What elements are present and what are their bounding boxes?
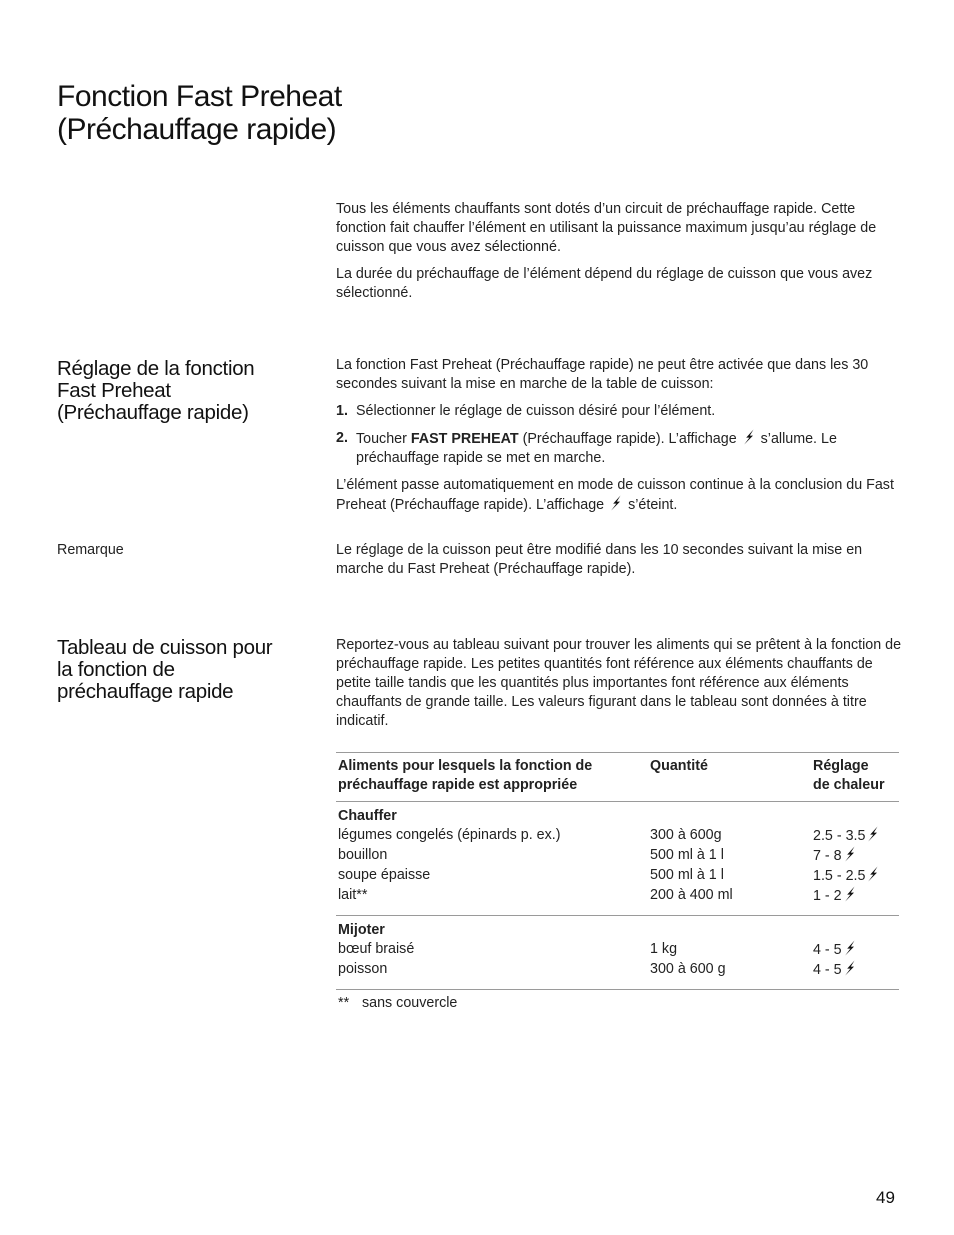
section-heading-settings-line-3: (Préchauffage rapide) xyxy=(57,401,249,424)
row-setting xyxy=(813,846,899,866)
intro-paragraph-2: La durée du préchauffage de l’élément dépend du réglage de cuisson que vous avez sélectionné. xyxy=(336,266,873,301)
page-title-line-2: (Préchauffage rapide) xyxy=(57,113,337,146)
settings-steps-list xyxy=(336,402,902,468)
step-2-text-post: s’allume. Le préchauffage rapide se met en marche. xyxy=(356,431,837,466)
row-quantity: 300 à 600g xyxy=(650,827,722,843)
table-row xyxy=(336,960,899,980)
note-label: Remarque xyxy=(57,542,124,558)
section-heading-cooking-table-line-2: la fonction de xyxy=(57,658,175,681)
table-row xyxy=(336,940,899,960)
section-heading-cooking-table xyxy=(57,637,317,703)
flash-icon xyxy=(867,826,879,842)
row-food: bouillon xyxy=(338,847,388,863)
row-setting-value: 1 - 2 xyxy=(813,888,842,904)
table-header-row xyxy=(336,753,899,801)
flash-icon xyxy=(844,960,856,976)
row-setting-value: 2.5 - 3.5 xyxy=(813,828,866,844)
flash-icon xyxy=(743,429,755,445)
group-title: Chauffer xyxy=(338,808,397,824)
flash-icon xyxy=(610,495,622,511)
header-setting-line-1: Réglage xyxy=(813,758,869,774)
header-food xyxy=(336,757,650,795)
footnote-marker: ** xyxy=(338,995,350,1011)
page-title-line-1: Fonction Fast Preheat xyxy=(57,80,342,113)
header-setting xyxy=(813,757,899,795)
table-row xyxy=(336,866,899,886)
header-setting-line-2: de chaleur xyxy=(813,777,885,793)
flash-icon xyxy=(844,940,856,956)
section-heading-settings xyxy=(57,358,317,424)
page-title xyxy=(57,80,342,146)
row-setting xyxy=(813,866,899,886)
step-1-number: 1. xyxy=(336,403,348,419)
table-group-mijoter xyxy=(336,916,899,989)
cooking-table-intro: Reportez-vous au tableau suivant pour trouver les aliments qui se prêtent à la fonction de préchauffage rapide. Les petites quantités font référence aux éléments chauffants de petite taille tandis que les quantités plus importantes font référence aux éléments chauffants de grande taille. Les valeurs figurant dans le tableau sont données à titre indicatif. xyxy=(336,637,902,729)
settings-intro-paragraph: La fonction Fast Preheat (Préchauffage rapide) ne peut être activée que dans les 30 secondes suivant la mise en marche de la table de cuisson: xyxy=(336,357,869,392)
row-setting xyxy=(813,960,899,980)
step-2-text-mid: (Préchauffage rapide). L’affichage xyxy=(518,431,741,447)
flash-icon xyxy=(844,886,856,902)
row-quantity: 500 ml à 1 l xyxy=(650,867,724,883)
step-1-text: Sélectionner le réglage de cuisson désiré pour l’élément. xyxy=(356,403,716,419)
row-food: lait** xyxy=(338,887,368,903)
settings-closing-text-post: s’éteint. xyxy=(624,497,678,513)
table-footnote xyxy=(336,994,899,1013)
settings-closing-paragraph xyxy=(336,476,902,515)
table-row xyxy=(336,846,899,866)
row-quantity: 500 ml à 1 l xyxy=(650,847,724,863)
row-food: poisson xyxy=(338,961,388,977)
table-row xyxy=(336,886,899,906)
group-title: Mijoter xyxy=(338,922,385,938)
section-heading-cooking-table-line-1: Tableau de cuisson pour xyxy=(57,636,273,659)
fast-preheat-label: FAST PREHEAT xyxy=(410,431,519,447)
row-setting-value: 7 - 8 xyxy=(813,848,842,864)
flash-icon xyxy=(867,866,879,882)
row-food: légumes congelés (épinards p. ex.) xyxy=(338,827,561,843)
row-setting xyxy=(813,826,899,846)
intro-paragraph-1: Tous les éléments chauffants sont dotés d’un circuit de préchauffage rapide. Cette fonction fait chauffer l’élément en utilisant la puissance maximum jusqu’au réglage de cuisson que vous avez sélectionné. xyxy=(336,201,877,255)
row-setting xyxy=(813,940,899,960)
cooking-table xyxy=(336,752,899,1013)
section-heading-settings-line-2: Fast Preheat xyxy=(57,379,171,402)
table-group-chauffer xyxy=(336,802,899,915)
row-setting-value: 4 - 5 xyxy=(813,942,842,958)
row-quantity: 1 kg xyxy=(650,941,678,957)
table-row xyxy=(336,826,899,846)
header-food-line-2: préchauffage rapide est appropriée xyxy=(338,777,578,793)
section-heading-cooking-table-line-3: préchauffage rapide xyxy=(57,680,234,703)
settings-section-body xyxy=(336,356,902,523)
row-setting xyxy=(813,886,899,906)
step-2 xyxy=(336,429,902,468)
step-2-text-pre: Toucher xyxy=(356,431,411,447)
footnote-text: sans couvercle xyxy=(362,995,458,1011)
settings-closing-text-pre: L’élément passe automatiquement en mode de cuisson continue à la conclusion du Fast Preheat (Préchauffage rapide). L’affichage xyxy=(336,477,894,513)
row-quantity: 200 à 400 ml xyxy=(650,887,733,903)
row-food: bœuf braisé xyxy=(338,941,415,957)
step-2-number: 2. xyxy=(336,430,348,446)
page-number: 49 xyxy=(876,1188,895,1207)
table-bottom-rule xyxy=(336,989,899,990)
step-1 xyxy=(336,402,902,421)
section-heading-settings-line-1: Réglage de la fonction xyxy=(57,357,255,380)
row-setting-value: 1.5 - 2.5 xyxy=(813,868,866,884)
note-text: Le réglage de la cuisson peut être modifié dans les 10 secondes suivant la mise en marche du Fast Preheat (Préchauffage rapide). xyxy=(336,542,863,577)
flash-icon xyxy=(844,846,856,862)
row-quantity: 300 à 600 g xyxy=(650,961,726,977)
intro-section xyxy=(336,200,902,311)
header-quantity: Quantité xyxy=(650,758,708,774)
row-food: soupe épaisse xyxy=(338,867,431,883)
row-setting-value: 4 - 5 xyxy=(813,962,842,978)
header-food-line-1: Aliments pour lesquels la fonction de xyxy=(338,758,593,774)
